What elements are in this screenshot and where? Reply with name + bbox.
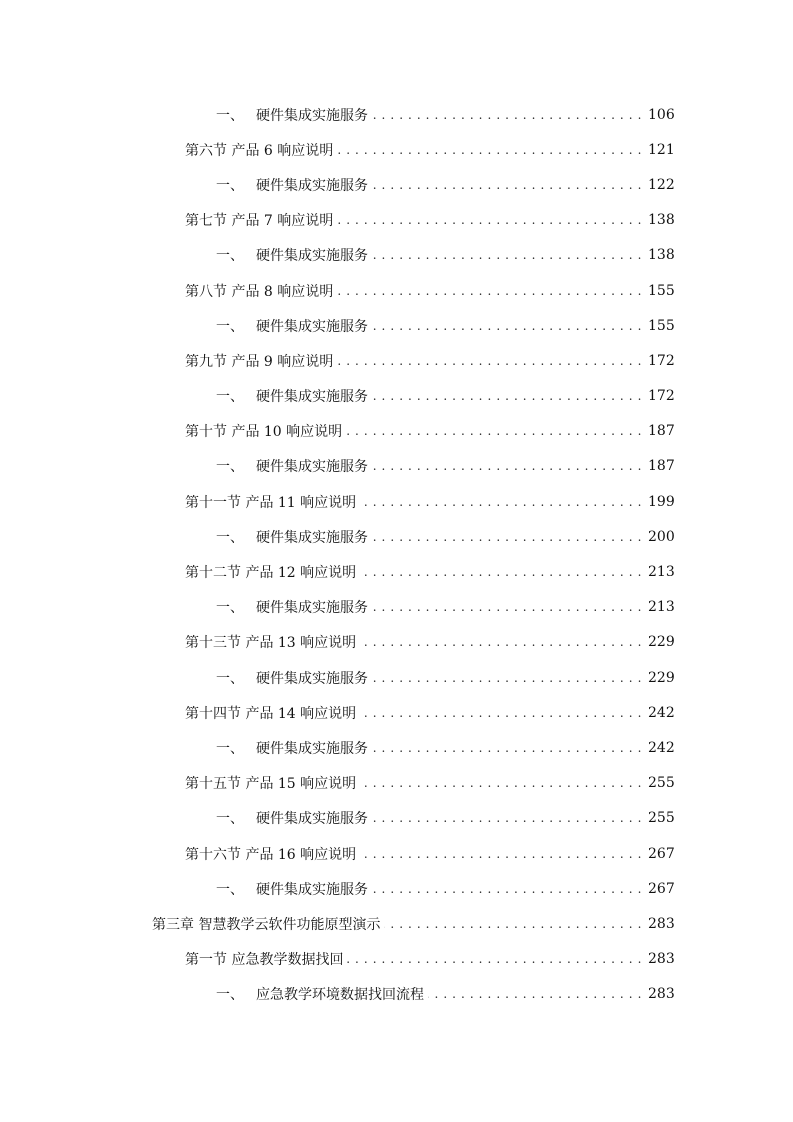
toc-entry[interactable]	[0, 132, 793, 167]
toc-dot-leader	[360, 564, 642, 580]
toc-entry-title: 第十一节 产品 11 响应说明	[185, 494, 357, 511]
toc-entry-page-number: 187	[648, 458, 675, 475]
toc-dot-leader	[372, 670, 642, 686]
toc-entry[interactable]	[0, 308, 793, 343]
toc-entry-marker: 一、	[216, 389, 244, 406]
toc-entry-marker: 一、	[216, 529, 244, 546]
toc-entry-title: 硬件集成实施服务	[256, 740, 368, 757]
toc-entry-page-number: 187	[648, 423, 675, 440]
toc-entry[interactable]	[0, 203, 793, 238]
toc-entry[interactable]	[0, 977, 793, 1012]
toc-entry[interactable]	[0, 871, 793, 906]
toc-entry-marker: 一、	[216, 881, 244, 898]
toc-entry-title: 硬件集成实施服务	[256, 529, 368, 546]
toc-entry-marker: 一、	[216, 248, 244, 265]
toc-entry-page-number: 200	[648, 528, 675, 545]
toc-entry[interactable]	[0, 766, 793, 801]
toc-entry-page-number: 122	[648, 176, 675, 193]
toc-dot-leader	[337, 212, 642, 228]
toc-entry[interactable]	[0, 730, 793, 765]
toc-entry-page-number: 106	[648, 106, 675, 123]
toc-entry[interactable]	[0, 379, 793, 414]
toc-entry-page-number: 283	[648, 951, 675, 968]
toc-dot-leader	[372, 881, 642, 897]
toc-entry-title: 第十二节 产品 12 响应说明	[185, 565, 357, 582]
toc-entry-page-number: 172	[648, 388, 675, 405]
table-of-contents	[0, 97, 793, 1012]
toc-dot-leader	[346, 423, 642, 439]
toc-dot-leader	[384, 916, 642, 932]
toc-dot-leader	[372, 107, 642, 123]
toc-entry-page-number: 213	[648, 564, 675, 581]
toc-entry-page-number: 155	[648, 282, 675, 299]
toc-dot-leader	[360, 846, 642, 862]
toc-entry[interactable]	[0, 343, 793, 378]
toc-entry-page-number: 229	[648, 634, 675, 651]
toc-entry-page-number: 229	[648, 669, 675, 686]
toc-dot-leader	[372, 247, 642, 263]
toc-entry-title: 第三章 智慧教学云软件功能原型演示	[152, 916, 381, 933]
toc-entry-title: 硬件集成实施服务	[256, 811, 368, 828]
toc-entry[interactable]	[0, 625, 793, 660]
toc-entry[interactable]	[0, 836, 793, 871]
toc-entry-title: 应急教学环境数据找回流程	[256, 987, 424, 1004]
toc-dot-leader	[428, 986, 642, 1002]
toc-entry-title: 第八节 产品 8 响应说明	[185, 283, 334, 300]
toc-entry-page-number: 255	[648, 775, 675, 792]
toc-entry-title: 第十六节 产品 16 响应说明	[185, 846, 357, 863]
toc-entry-marker: 一、	[216, 600, 244, 617]
toc-entry-title: 第六节 产品 6 响应说明	[185, 142, 334, 159]
toc-entry-title: 硬件集成实施服务	[256, 459, 368, 476]
toc-entry-page-number: 283	[648, 915, 675, 932]
toc-entry-title: 第十三节 产品 13 响应说明	[185, 635, 357, 652]
toc-entry[interactable]	[0, 801, 793, 836]
toc-entry-page-number: 155	[648, 317, 675, 334]
toc-entry-title: 硬件集成实施服务	[256, 670, 368, 687]
toc-entry-marker: 一、	[216, 740, 244, 757]
toc-dot-leader	[372, 810, 642, 826]
toc-entry-title: 第十四节 产品 14 响应说明	[185, 705, 357, 722]
toc-entry-page-number: 267	[648, 880, 675, 897]
toc-entry[interactable]	[0, 695, 793, 730]
toc-entry-page-number: 255	[648, 810, 675, 827]
toc-dot-leader	[347, 951, 642, 967]
toc-entry[interactable]	[0, 414, 793, 449]
toc-entry[interactable]	[0, 590, 793, 625]
toc-dot-leader	[360, 775, 642, 791]
toc-entry-marker: 一、	[216, 670, 244, 687]
toc-entry-marker: 一、	[216, 318, 244, 335]
toc-entry[interactable]	[0, 238, 793, 273]
toc-dot-leader	[372, 529, 642, 545]
toc-entry-title: 第一节 应急教学数据找回	[185, 952, 344, 969]
toc-entry-title: 第九节 产品 9 响应说明	[185, 353, 334, 370]
toc-entry-page-number: 283	[648, 986, 675, 1003]
toc-entry-page-number: 213	[648, 599, 675, 616]
toc-entry-marker: 一、	[216, 987, 244, 1004]
toc-dot-leader	[337, 283, 642, 299]
toc-entry[interactable]	[0, 906, 793, 941]
toc-dot-leader	[360, 494, 642, 510]
toc-entry-title: 硬件集成实施服务	[256, 600, 368, 617]
toc-entry-page-number: 172	[648, 352, 675, 369]
toc-entry-title: 第十五节 产品 15 响应说明	[185, 776, 357, 793]
toc-entry-marker: 一、	[216, 107, 244, 124]
toc-dot-leader	[372, 458, 642, 474]
toc-entry-marker: 一、	[216, 811, 244, 828]
toc-entry-marker: 一、	[216, 177, 244, 194]
toc-entry-title: 第七节 产品 7 响应说明	[185, 213, 334, 230]
toc-entry-page-number: 242	[648, 739, 675, 756]
toc-entry-title: 第十节 产品 10 响应说明	[185, 424, 343, 441]
toc-entry-page-number: 242	[648, 704, 675, 721]
toc-entry[interactable]	[0, 660, 793, 695]
toc-entry-title: 硬件集成实施服务	[256, 248, 368, 265]
toc-entry-marker: 一、	[216, 459, 244, 476]
toc-entry-title: 硬件集成实施服务	[256, 177, 368, 194]
toc-dot-leader	[372, 318, 642, 334]
toc-entry-title: 硬件集成实施服务	[256, 107, 368, 124]
toc-dot-leader	[337, 142, 642, 158]
toc-dot-leader	[372, 599, 642, 615]
toc-entry[interactable]	[0, 449, 793, 484]
toc-dot-leader	[372, 740, 642, 756]
toc-entry[interactable]	[0, 167, 793, 202]
toc-entry[interactable]	[0, 554, 793, 589]
toc-entry[interactable]	[0, 97, 793, 132]
toc-dot-leader	[337, 353, 642, 369]
toc-dot-leader	[360, 705, 642, 721]
toc-entry[interactable]	[0, 519, 793, 554]
toc-entry-title: 硬件集成实施服务	[256, 389, 368, 406]
toc-entry-page-number: 138	[648, 247, 675, 264]
toc-entry[interactable]	[0, 484, 793, 519]
toc-entry[interactable]	[0, 942, 793, 977]
toc-entry-page-number: 267	[648, 845, 675, 862]
toc-dot-leader	[360, 634, 642, 650]
toc-dot-leader	[372, 177, 642, 193]
toc-entry-page-number: 138	[648, 212, 675, 229]
toc-entry-title: 硬件集成实施服务	[256, 881, 368, 898]
toc-entry-title: 硬件集成实施服务	[256, 318, 368, 335]
toc-dot-leader	[372, 388, 642, 404]
toc-entry-page-number: 199	[648, 493, 675, 510]
toc-entry[interactable]	[0, 273, 793, 308]
toc-entry-page-number: 121	[648, 141, 675, 158]
